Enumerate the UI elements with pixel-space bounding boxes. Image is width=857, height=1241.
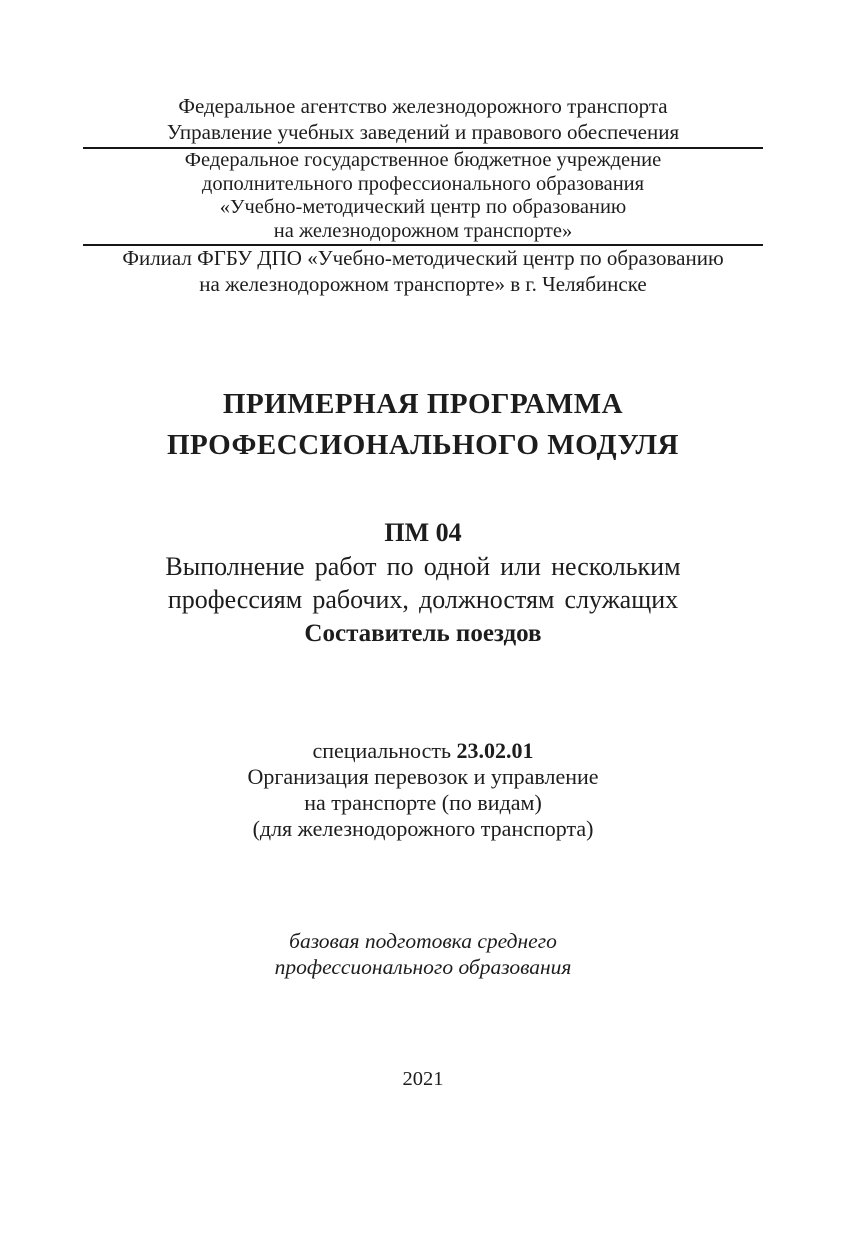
specialty-name-line-3: (для железнодорожного транспорта) <box>252 816 594 841</box>
branch-line-1: Филиал ФГБУ ДПО «Учебно-методический центр по образованию <box>122 246 724 270</box>
institution-line-3: «Учебно-методический центр по образованию <box>219 196 627 218</box>
institution-line-4: на железнодорожном транспорте» <box>273 219 573 242</box>
module-profession: Составитель поездов <box>304 620 542 647</box>
publication-year: 2021 <box>402 1068 444 1090</box>
specialty-code: 23.02.01 <box>456 738 534 763</box>
agency-line-2: Управление учебных заведений и правового обеспечения <box>166 120 680 144</box>
header-institution <box>83 149 763 243</box>
agency-line-1: Федеральное агентство железнодорожного транспорта <box>178 94 668 118</box>
page-title <box>83 384 763 466</box>
branch-line-2: на железнодорожном транспорте» в г. Челябинске <box>199 271 647 296</box>
institution-line-2: дополнительного профессионального образования <box>201 172 645 195</box>
page-title-line-2: ПРОФЕССИОНАЛЬНОГО МОДУЛЯ <box>167 429 679 461</box>
header-agency <box>83 93 763 145</box>
specialty-label: специальность <box>312 738 452 763</box>
module-code: ПМ 04 <box>384 518 462 547</box>
training-line-2: профессионального образования <box>274 955 572 979</box>
specialty-block <box>83 738 763 842</box>
header-branch <box>83 246 763 297</box>
training-line-1: базовая подготовка среднего <box>289 929 557 953</box>
module-name-line-1: Выполнение работ по одной или нескольким <box>165 552 681 581</box>
specialty-name-line-2: на транспорте (по видам) <box>304 790 542 815</box>
training-level <box>83 928 763 980</box>
specialty-name-line-1: Организация перевозок и управление <box>247 764 599 789</box>
module-name-line-2: профессиям рабочих, должностям служащих <box>167 585 679 614</box>
module-name <box>83 550 763 616</box>
page-title-line-1: ПРИМЕРНАЯ ПРОГРАММА <box>222 388 624 420</box>
specialty-code-line <box>83 738 763 764</box>
institution-line-1: Федеральное государственное бюджетное учреждение <box>184 149 662 171</box>
